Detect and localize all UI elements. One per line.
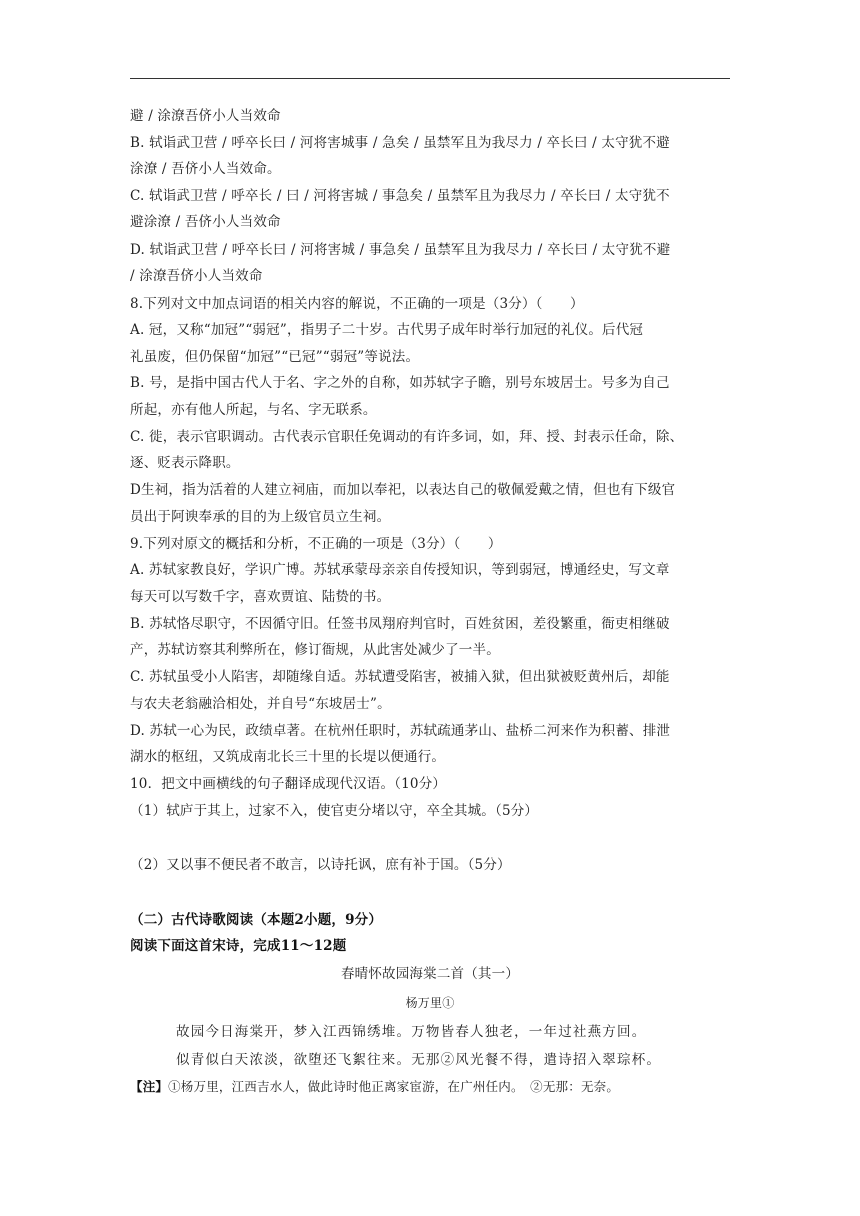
q9-option-d-line1: D. 苏轼一心为民，政绩卓著。在杭州任职时，苏轼疏通茅山、盐桥二河来作为积蓄、排泄 (130, 723, 671, 739)
q7-option-c-line2: 避涂潦 / 吾侪小人当效命 (130, 214, 281, 230)
q9-option-a-line2: 每天可以写数千字，喜欢贾谊、陆贽的书。 (130, 589, 391, 605)
q7-option-b-line2: 涂潦 / 吾侪小人当效命。 (130, 161, 281, 177)
q8-option-d-line1: D生祠，指为活着的人建立祠庙，而加以奉祀，以表达自己的敬佩爱戴之情，但也有下级官 (130, 482, 676, 498)
q9-option-a-line1: A. 苏轼家教良好，学识广博。苏轼承蒙母亲亲自传授知识，等到弱冠，博通经史，写文章 (130, 562, 670, 578)
annotation (130, 1077, 619, 1097)
q8-stem: 8.下列对文中加点词语的相关内容的解说，不正确的一项是（3分）（ ） (130, 296, 584, 312)
q8-option-b-line2: 所起，亦有他人所起，与名、字无联系。 (130, 402, 377, 418)
q8-option-b-line1: B. 号，是指中国古代人于名、字之外的自称，如苏轼字子瞻，别号东坡居士。号多为自己 (130, 375, 670, 391)
poem-line-2: 似青似白天浓淡，欲堕还飞絮往来。无那②风光餐不得，遣诗招入翠琮杯。 (176, 1052, 662, 1068)
q8-option-a-line2: 礼虽废，但仍保留“加冠”“已冠”“弱冠”等说法。 (130, 349, 420, 365)
q9-option-c-line2: 与农夫老翁融洽相处，并自号“东坡居士”。 (130, 696, 391, 712)
q7-option-c-line1: C. 轼诣武卫营 / 呼卒长 / 曰 / 河将害城 / 事急矣 / 虽禁军且为我尽力 / 卒长曰 / 太守犹不 (130, 188, 670, 204)
header-rule (130, 78, 730, 79)
annotation-text: ①杨万里，江西吉水人，做此诗时他正离家宦游，在广州任内。 ②无那：无奈。 (168, 1079, 620, 1094)
q9-option-d-line2: 湖水的枢纽，又筑成南北长三十里的长堤以便通行。 (130, 749, 446, 765)
q9-option-b-line2: 产，苏轼访察其利弊所在，修订衙规，从此害处减少了一半。 (130, 642, 500, 658)
q8-option-d-line2: 员出于阿谀奉承的目的为上级官员立生祠。 (130, 509, 391, 525)
q7-option-tail: 避 / 涂潦吾侪小人当效命 (130, 108, 281, 124)
q9-option-b-line1: B. 苏轼恪尽职守，不因循守旧。任签书凤翔府判官时，百姓贫困，差役繁重，衙吏相继破 (130, 616, 670, 632)
q9-option-c-line1: C. 苏轼虽受小人陷害，却随缘自适。苏轼遭受陷害，被捕入狱，但出狱被贬黄州后，却能 (130, 669, 670, 685)
q10-sentence-1: （1）轼庐于其上，过家不入，使官吏分堵以守，卒全其城。（5分） (130, 803, 539, 819)
q10-stem: 10．把文中画横线的句子翻译成现代汉语。（10分） (130, 776, 447, 792)
poem-line-1: 故园今日海棠开，梦入江西锦绣堆。万物皆春人独老，一年过社燕方回。 (176, 1024, 647, 1040)
annotation-label: 【注】 (130, 1079, 169, 1094)
poem-author: 杨万里① (405, 996, 455, 1010)
section-heading: （二）古代诗歌阅读（本题2小题，9分） (130, 912, 383, 928)
q8-option-c-line2: 逐、贬表示降职。 (130, 455, 240, 471)
poem-title: 春晴怀故园海棠二首（其一） (340, 966, 520, 982)
q7-option-d-line1: D. 轼诣武卫营 / 呼卒长曰 / 河将害城 / 事急矣 / 虽禁军且为我尽力 / 卒长曰 / 太守犹不避 (130, 242, 671, 258)
q7-option-d-line2: / 涂潦吾侪小人当效命 (130, 268, 263, 284)
q8-option-c-line1: C. 徙，表示官职调动。古代表示官职任免调动的有许多词，如，拜、授、封表示任命，除、 (130, 429, 684, 445)
q8-option-a-line1: A. 冠，又称“加冠”“弱冠”，指男子二十岁。古代男子成年时举行加冠的礼仪。后代冠 (130, 322, 644, 338)
q9-stem: 9.下列对原文的概括和分析，不正确的一项是（3分）（ ） (130, 536, 502, 552)
q10-sentence-2: （2）又以事不便民者不敢言，以诗托讽，庶有补于国。（5分） (130, 857, 511, 873)
q7-option-b-line1: B. 轼诣武卫营 / 呼卒长曰 / 河将害城事 / 急矣 / 虽禁军且为我尽力 / 卒长曰 / 太守犹不避 (130, 135, 670, 151)
section-instruction: 阅读下面这首宋诗，完成11～12题 (130, 938, 347, 954)
